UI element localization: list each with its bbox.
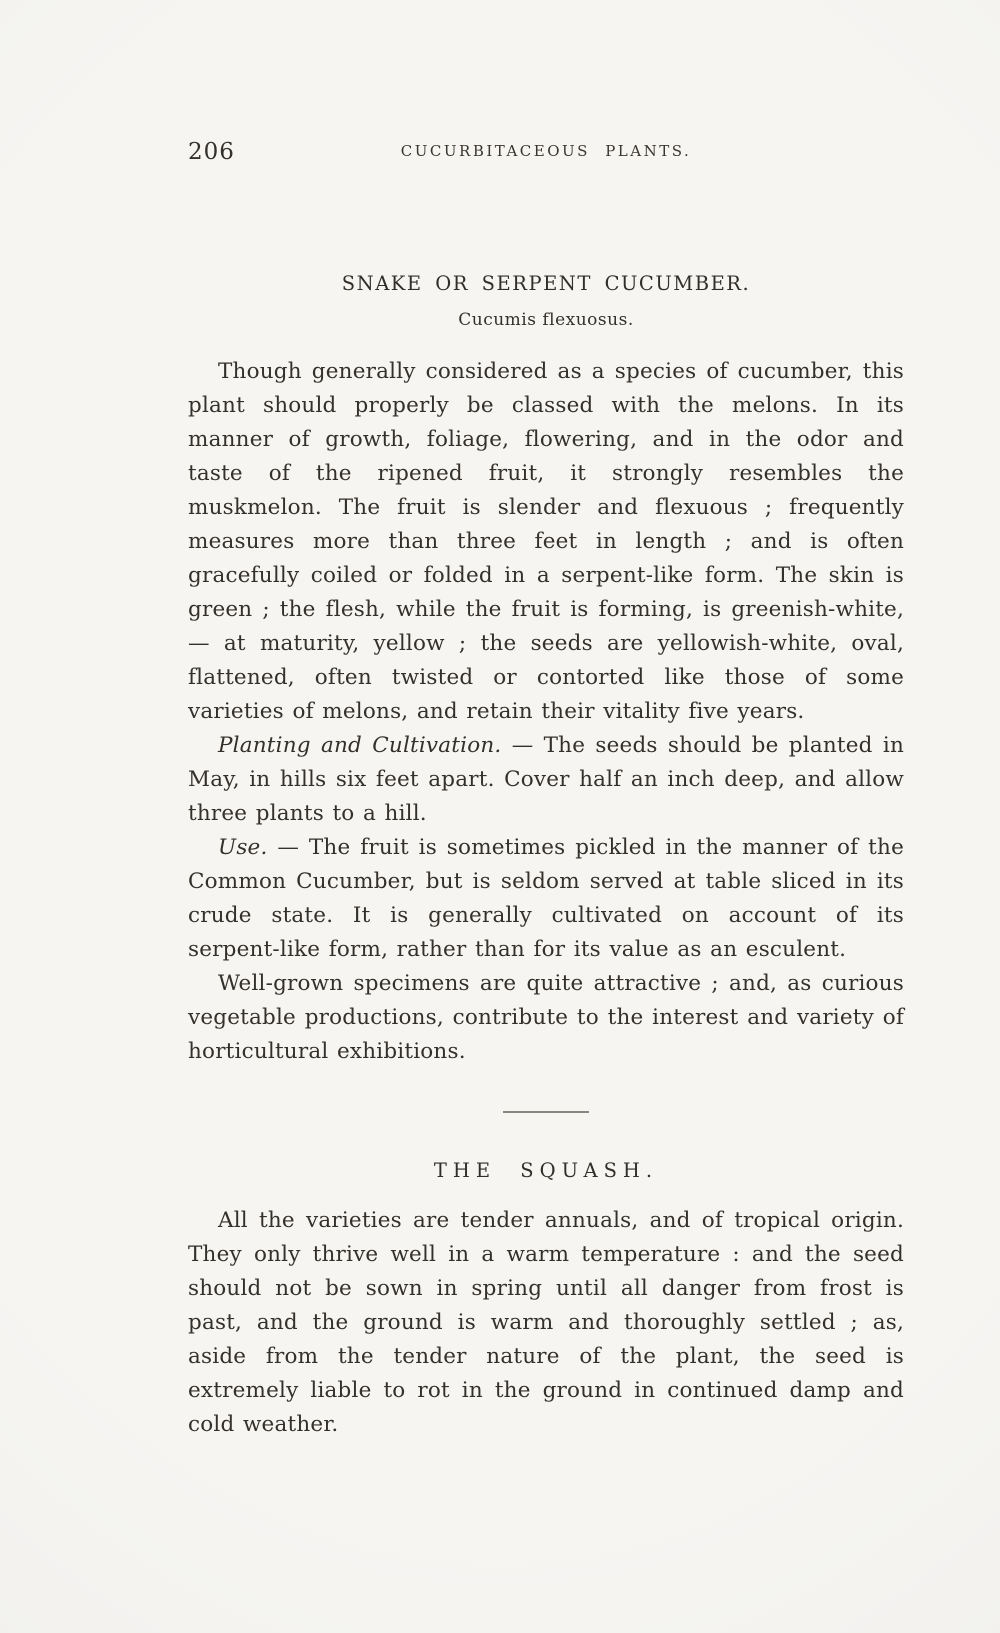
- paragraph-text: — The fruit is sometimes pickled in the manner of the Common Cucumber, but is seldom served at table sliced in its crude state. It is generally cultivated on account of its serpent-like form, rather than for its value as an esculent.: [188, 835, 904, 962]
- paragraph-specimens: [188, 967, 904, 1069]
- paragraph-text: Well-grown specimens are quite attractive ; and, as curious vegetable productions, contribute to the interest and variety of horticultural exhibitions.: [188, 971, 904, 1064]
- paragraph-description: [188, 355, 904, 729]
- paragraph-text: Though generally considered as a species of cucumber, this plant should properly be classed with the melons. In its manner of growth, foliage, flowering, and in the odor and taste of the ripened fruit, it strongly resembles the muskmelon. The fruit is slender and flexuous ; frequently measures more than three feet in length ; and is often gracefully coiled or folded in a serpent-like form. The skin is green ; the flesh, while the fruit is forming, is greenish-white, — at maturity, yellow ; the seeds are yellowish-white, oval, flattened, often twisted or contorted like those of some varieties of melons, and retain their vitality five years.: [188, 359, 904, 724]
- text-block: [188, 139, 904, 1442]
- paragraph-squash-intro: [188, 1204, 904, 1442]
- section-title-the-squash: THE SQUASH.: [433, 1158, 659, 1182]
- paragraph-text: All the varieties are tender annuals, and of tropical origin. They only thrive well in a warm temperature : and the seed should not be sown in spring until all danger from frost is past, and the ground is warm and thoroughly settled ; as, aside from the tender nature of the plant, the seed is extremely liable to rot in the ground in continued damp and cold weather.: [188, 1207, 904, 1437]
- page-header: [188, 139, 904, 168]
- section-body-the-squash: [188, 1204, 904, 1442]
- running-header: CUCURBITACEOUS PLANTS.: [400, 142, 692, 160]
- section-title-snake-cucumber: SNAKE OR SERPENT CUCUMBER.: [341, 272, 751, 295]
- paragraph-planting-and-cultivation: [188, 729, 904, 831]
- paragraph-lead-italic: Use.: [218, 835, 268, 860]
- section-divider: [503, 1111, 589, 1113]
- section-body-snake-cucumber: [188, 355, 904, 1069]
- section-subtitle-latin-name: Cucumis flexuosus.: [458, 310, 634, 330]
- paragraph-use: [188, 831, 904, 967]
- paragraph-lead-italic: Planting and Cultivation.: [218, 733, 502, 758]
- paragraph-text: — The seeds should be planted in May, in hills six feet apart. Cover half an inch deep, and allow three plants to a hill.: [188, 733, 904, 826]
- page-number: 206: [188, 139, 235, 165]
